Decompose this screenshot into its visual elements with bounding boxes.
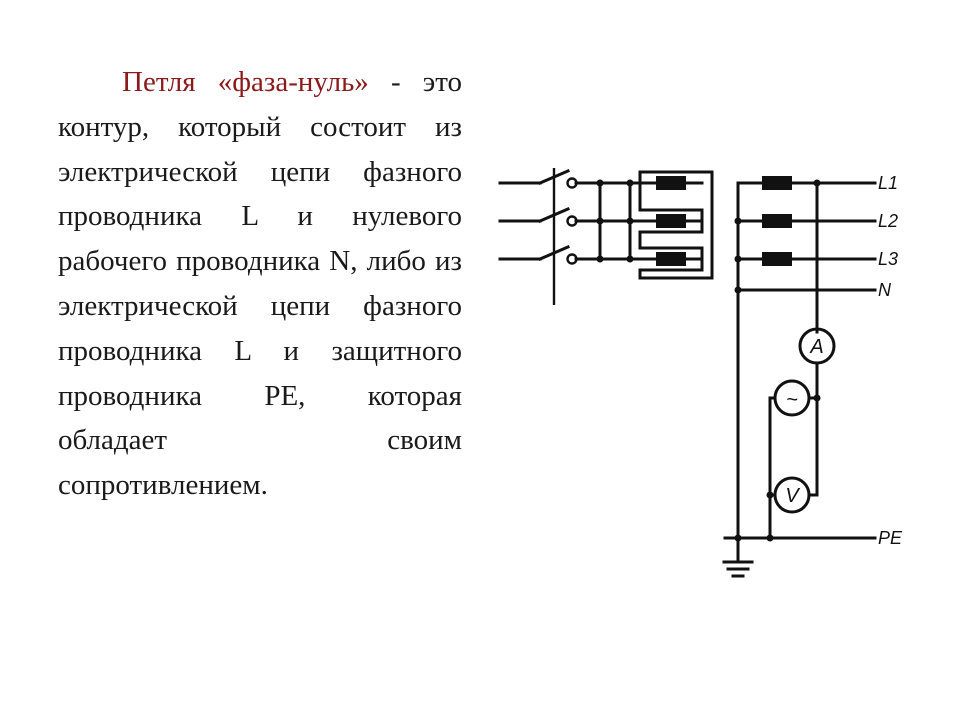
incoming-feeders xyxy=(500,183,540,259)
test-source xyxy=(770,381,821,538)
definition-paragraph xyxy=(58,60,462,508)
ammeter-label: A xyxy=(810,336,824,358)
definition-body: - это контур, который состоит из электрической цепи фазного проводника L и нулевого рабочего проводника N, либо из электрической цепи фазного проводника L и защитного проводника РЕ, которая обладает своим сопротивлением. xyxy=(58,66,462,502)
label-pe: PE xyxy=(878,528,903,548)
source-symbol: ~ xyxy=(786,389,798,411)
label-n: N xyxy=(878,280,891,300)
lead-term: Петля «фаза-нуль» xyxy=(122,66,369,98)
label-l1: L1 xyxy=(878,173,899,193)
label-l3: L3 xyxy=(878,249,899,269)
source-windings xyxy=(640,172,712,278)
voltmeter-label: V xyxy=(785,485,799,507)
ground-icon xyxy=(724,550,752,576)
pe-bus xyxy=(725,535,875,542)
breaker-output-buses xyxy=(576,180,655,263)
phase-zero-loop-diagram xyxy=(490,150,910,600)
label-l2: L2 xyxy=(878,211,899,231)
load-side-buses xyxy=(735,176,876,550)
ammeter xyxy=(800,329,834,495)
circuit-breaker xyxy=(540,168,577,305)
voltmeter xyxy=(767,478,818,512)
